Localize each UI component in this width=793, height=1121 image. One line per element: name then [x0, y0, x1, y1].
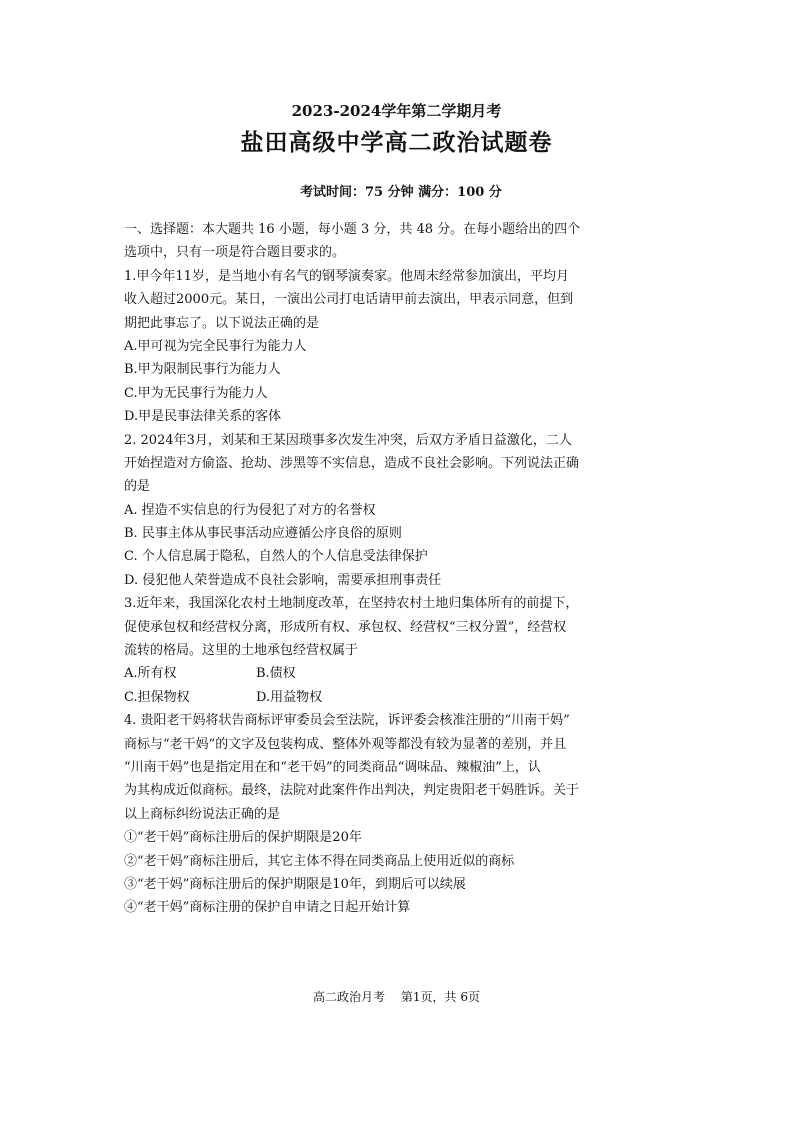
- question-4-stem-line-5: 以上商标纠纷说法正确的是: [124, 806, 281, 822]
- question-1: [124, 265, 672, 429]
- question-1-stem-line-1: 1.甲今年11岁，是当地小有名气的钢琴演奏家。他周末经常参加演出，平均月: [124, 268, 569, 284]
- question-3-stem-line-2: 促使承包权和经营权分离，形成所有权、承包权、经营权“三权分置”，经营权: [124, 619, 567, 635]
- question-4-statement-1: ①“老干妈”商标注册后的保护期限是20年: [124, 830, 362, 846]
- question-4: [124, 709, 672, 920]
- question-2-stem-line-1: 2. 2024年3月，刘某和王某因琐事多次发生冲突，后双方矛盾日益激化，二人: [124, 432, 572, 448]
- question-1-option-a: A.甲可视为完全民事行为能力人: [124, 338, 307, 354]
- question-4-stem-line-1: 4. 贵阳老干妈将状告商标评审委员会至法院，诉评委会核准注册的“川南干妈”: [124, 713, 570, 729]
- section-instructions-line-2: 选项中，只有一项是符合题目要求的。: [124, 245, 346, 261]
- exam-title: 盐田高级中学高二政治试题卷: [240, 129, 553, 156]
- question-4-statement-2: ②“老干妈”商标注册后，其它主体不得在同类商品上使用近似的商标: [124, 853, 515, 869]
- question-2-option-b: B. 民事主体从事民事活动应遵循公序良俗的原则: [124, 526, 402, 542]
- question-2: [124, 429, 672, 593]
- footer-page-number: 第1页，共 6页: [400, 990, 480, 1004]
- question-3-option-a: A.所有权: [124, 666, 177, 682]
- question-1-stem-line-2: 收入超过2000元。某日，一演出公司打电话请甲前去演出，甲表示同意，但到: [124, 292, 574, 308]
- exam-subtitle: 2023-2024学年第二学期月考: [291, 102, 502, 120]
- question-3-stem-line-1: 3.近年来，我国深化农村土地制度改革，在坚持农村土地归集体所有的前提下，: [124, 596, 579, 612]
- question-3: [124, 592, 672, 709]
- question-4-statement-4: ④“老干妈”商标注册的保护自申请之日起开始计算: [124, 900, 411, 916]
- question-1-stem-line-3: 期把此事忘了。以下说法正确的是: [124, 315, 320, 331]
- page-footer: [0, 988, 793, 1005]
- question-2-option-a: A. 捏造不实信息的行为侵犯了对方的名誉权: [124, 502, 376, 518]
- question-3-options-row-1: [124, 662, 672, 685]
- question-2-option-c: C. 个人信息属于隐私，自然人的个人信息受法律保护: [124, 549, 428, 565]
- question-1-option-d: D.甲是民事法律关系的客体: [124, 409, 282, 425]
- question-2-option-d: D. 侵犯他人荣誉造成不良社会影响，需要承担刑事责任: [124, 572, 442, 588]
- question-1-option-b: B.甲为限制民事行为能力人: [124, 362, 281, 378]
- question-3-stem-line-3: 流转的格局。这里的土地承包经营权属于: [124, 643, 359, 659]
- question-3-option-b: B.债权: [256, 666, 296, 682]
- question-1-option-c: C.甲为无民事行为能力人: [124, 385, 268, 401]
- question-3-option-c: C.担保物权: [124, 689, 190, 705]
- footer-course: 高二政治月考: [313, 990, 386, 1004]
- question-4-statement-3: ③“老干妈”商标注册后的保护期限是10年，到期后可以续展: [124, 876, 466, 892]
- question-3-options-row-2: [124, 686, 672, 709]
- question-content: [124, 218, 672, 920]
- exam-info: 考试时间：75 分钟 满分：100 分: [300, 185, 502, 200]
- question-4-stem-line-4: 为其构成近似商标。最终，法院对此案件作出判决，判定贵阳老干妈胜诉。关于: [124, 783, 580, 799]
- question-3-option-d: D.用益物权: [256, 689, 323, 705]
- section-instructions-line-1: 一、选择题：本大题共 16 小题，每小题 3 分，共 48 分。在每小题给出的四个: [124, 222, 581, 237]
- question-2-stem-line-3: 的是: [124, 479, 151, 495]
- question-4-stem-line-2: 商标与“老干妈”的文字及包装构成、整体外观等都没有较为显著的差别，并且: [124, 736, 567, 752]
- question-4-stem-line-3: “川南干妈”也是指定用在和“老干妈”的同类商品“调味品、辣椒油”上，认: [124, 759, 541, 775]
- question-2-stem-line-2: 开始捏造对方偷盗、抢劫、涉黑等不实信息，造成不良社会影响。下列说法正确: [124, 455, 580, 471]
